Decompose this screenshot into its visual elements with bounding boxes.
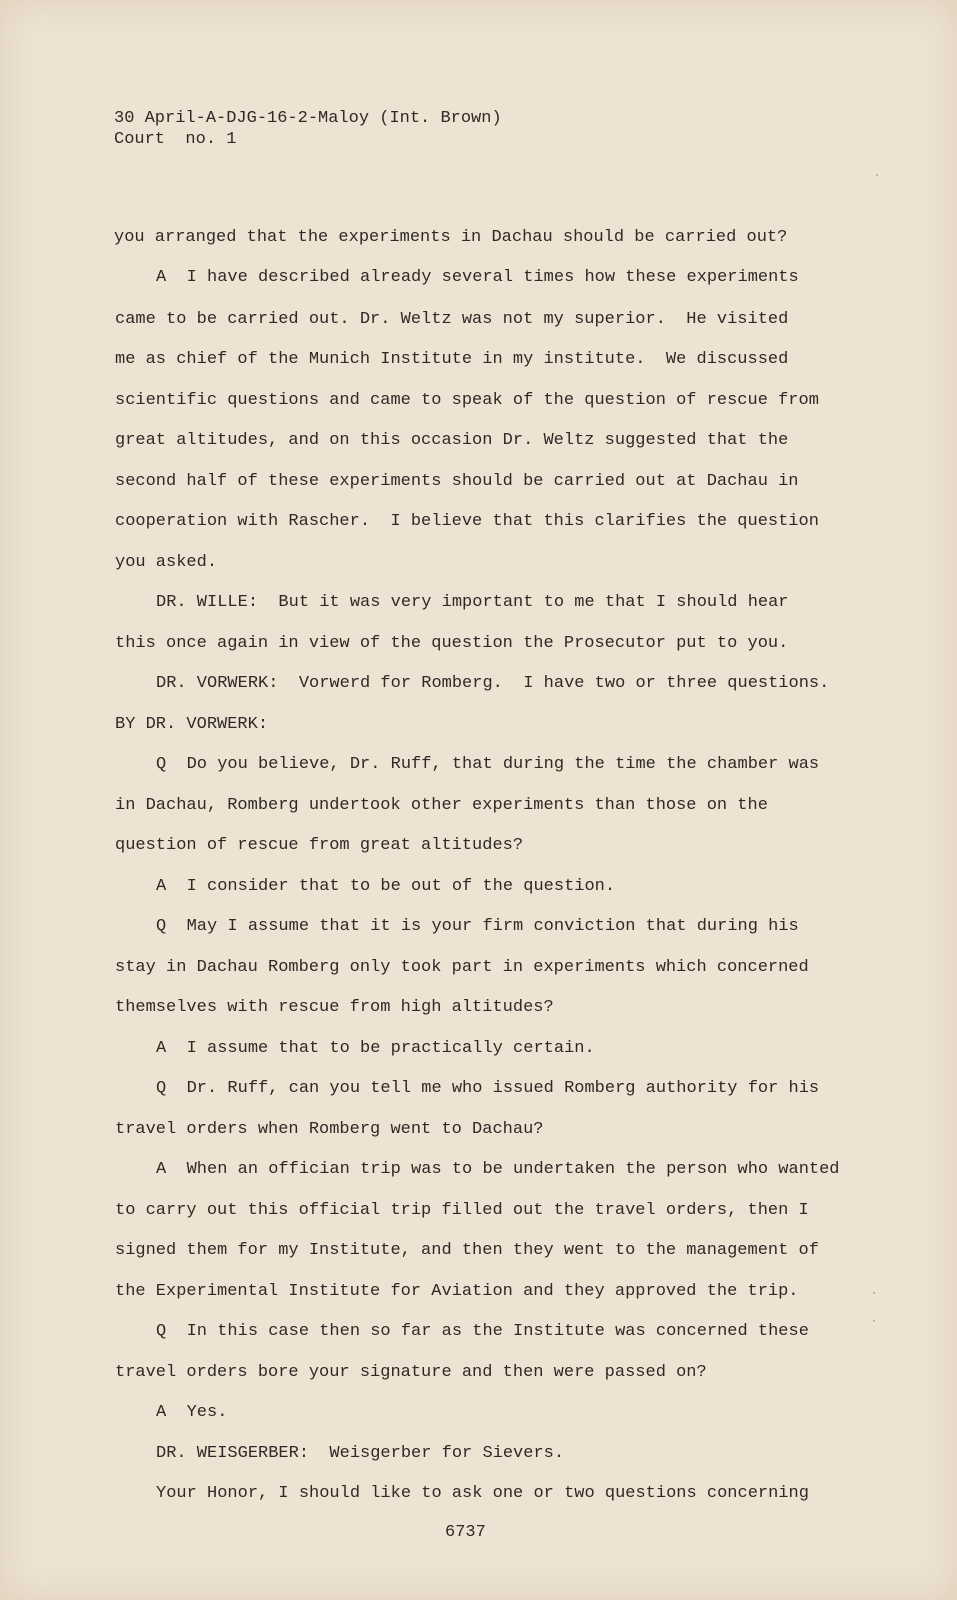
transcript-line: signed them for my Institute, and then they went to the management of <box>115 1241 819 1260</box>
transcript-line: Q May I assume that it is your firm conviction that during his <box>156 917 799 936</box>
transcript-line: themselves with rescue from high altitudes? <box>115 998 554 1017</box>
transcript-line: you asked. <box>115 553 218 572</box>
transcript-line: Q Do you believe, Dr. Ruff, that during the time the chamber was <box>156 755 820 774</box>
transcript-line: this once again in view of the question the Prosecutor put to you. <box>115 634 789 653</box>
header-court-line: Court no. 1 <box>114 130 237 149</box>
transcript-line: BY DR. VORWERK: <box>115 715 269 734</box>
transcript-line: the Experimental Institute for Aviation and they approved the trip. <box>115 1282 799 1301</box>
transcript-line: second half of these experiments should be carried out at Dachau in <box>115 472 799 491</box>
transcript-line: travel orders bore your signature and then were passed on? <box>115 1363 707 1382</box>
transcript-line: me as chief of the Munich Institute in my institute. We discussed <box>115 350 789 369</box>
transcript-line: came to be carried out. Dr. Weltz was not my superior. He visited <box>115 310 789 329</box>
transcript-line: A Yes. <box>156 1403 228 1422</box>
transcript-line: stay in Dachau Romberg only took part in experiments which concerned <box>115 958 809 977</box>
transcript-line: DR. WILLE: But it was very important to me that I should hear <box>156 593 789 612</box>
transcript-line: travel orders when Romberg went to Dachau? <box>115 1120 544 1139</box>
transcript-line: question of rescue from great altitudes? <box>115 836 524 855</box>
transcript-line: Your Honor, I should like to ask one or two questions concerning <box>156 1484 809 1503</box>
paper-speck <box>873 1292 875 1294</box>
transcript-line: DR. VORWERK: Vorwerd for Romberg. I have two or three questions. <box>156 674 830 693</box>
transcript-line: Q Dr. Ruff, can you tell me who issued Romberg authority for his <box>156 1079 820 1098</box>
transcript-line: great altitudes, and on this occasion Dr. Weltz suggested that the <box>115 431 789 450</box>
transcript-line: DR. WEISGERBER: Weisgerber for Sievers. <box>156 1444 565 1463</box>
transcript-line: A I assume that to be practically certain. <box>156 1039 595 1058</box>
page-number: 6737 <box>445 1523 486 1542</box>
transcript-line: A I have described already several times how these experiments <box>156 268 799 287</box>
transcript-line: A When an offician trip was to be undertaken the person who wanted <box>156 1160 840 1179</box>
transcript-line: A I consider that to be out of the question. <box>156 877 616 896</box>
paper-speck <box>876 174 878 176</box>
transcript-line: in Dachau, Romberg undertook other experiments than those on the <box>115 796 768 815</box>
transcript-line: scientific questions and came to speak of the question of rescue from <box>115 391 819 410</box>
transcript-line: you arranged that the experiments in Dachau should be carried out? <box>114 228 788 247</box>
transcript-line: cooperation with Rascher. I believe that this clarifies the question <box>115 512 819 531</box>
transcript-line: to carry out this official trip filled out the travel orders, then I <box>115 1201 809 1220</box>
header-docket-line: 30 April-A-DJG-16-2-Maloy (Int. Brown) <box>114 109 502 128</box>
paper-speck <box>873 1320 875 1322</box>
transcript-line: Q In this case then so far as the Institute was concerned these <box>156 1322 809 1341</box>
